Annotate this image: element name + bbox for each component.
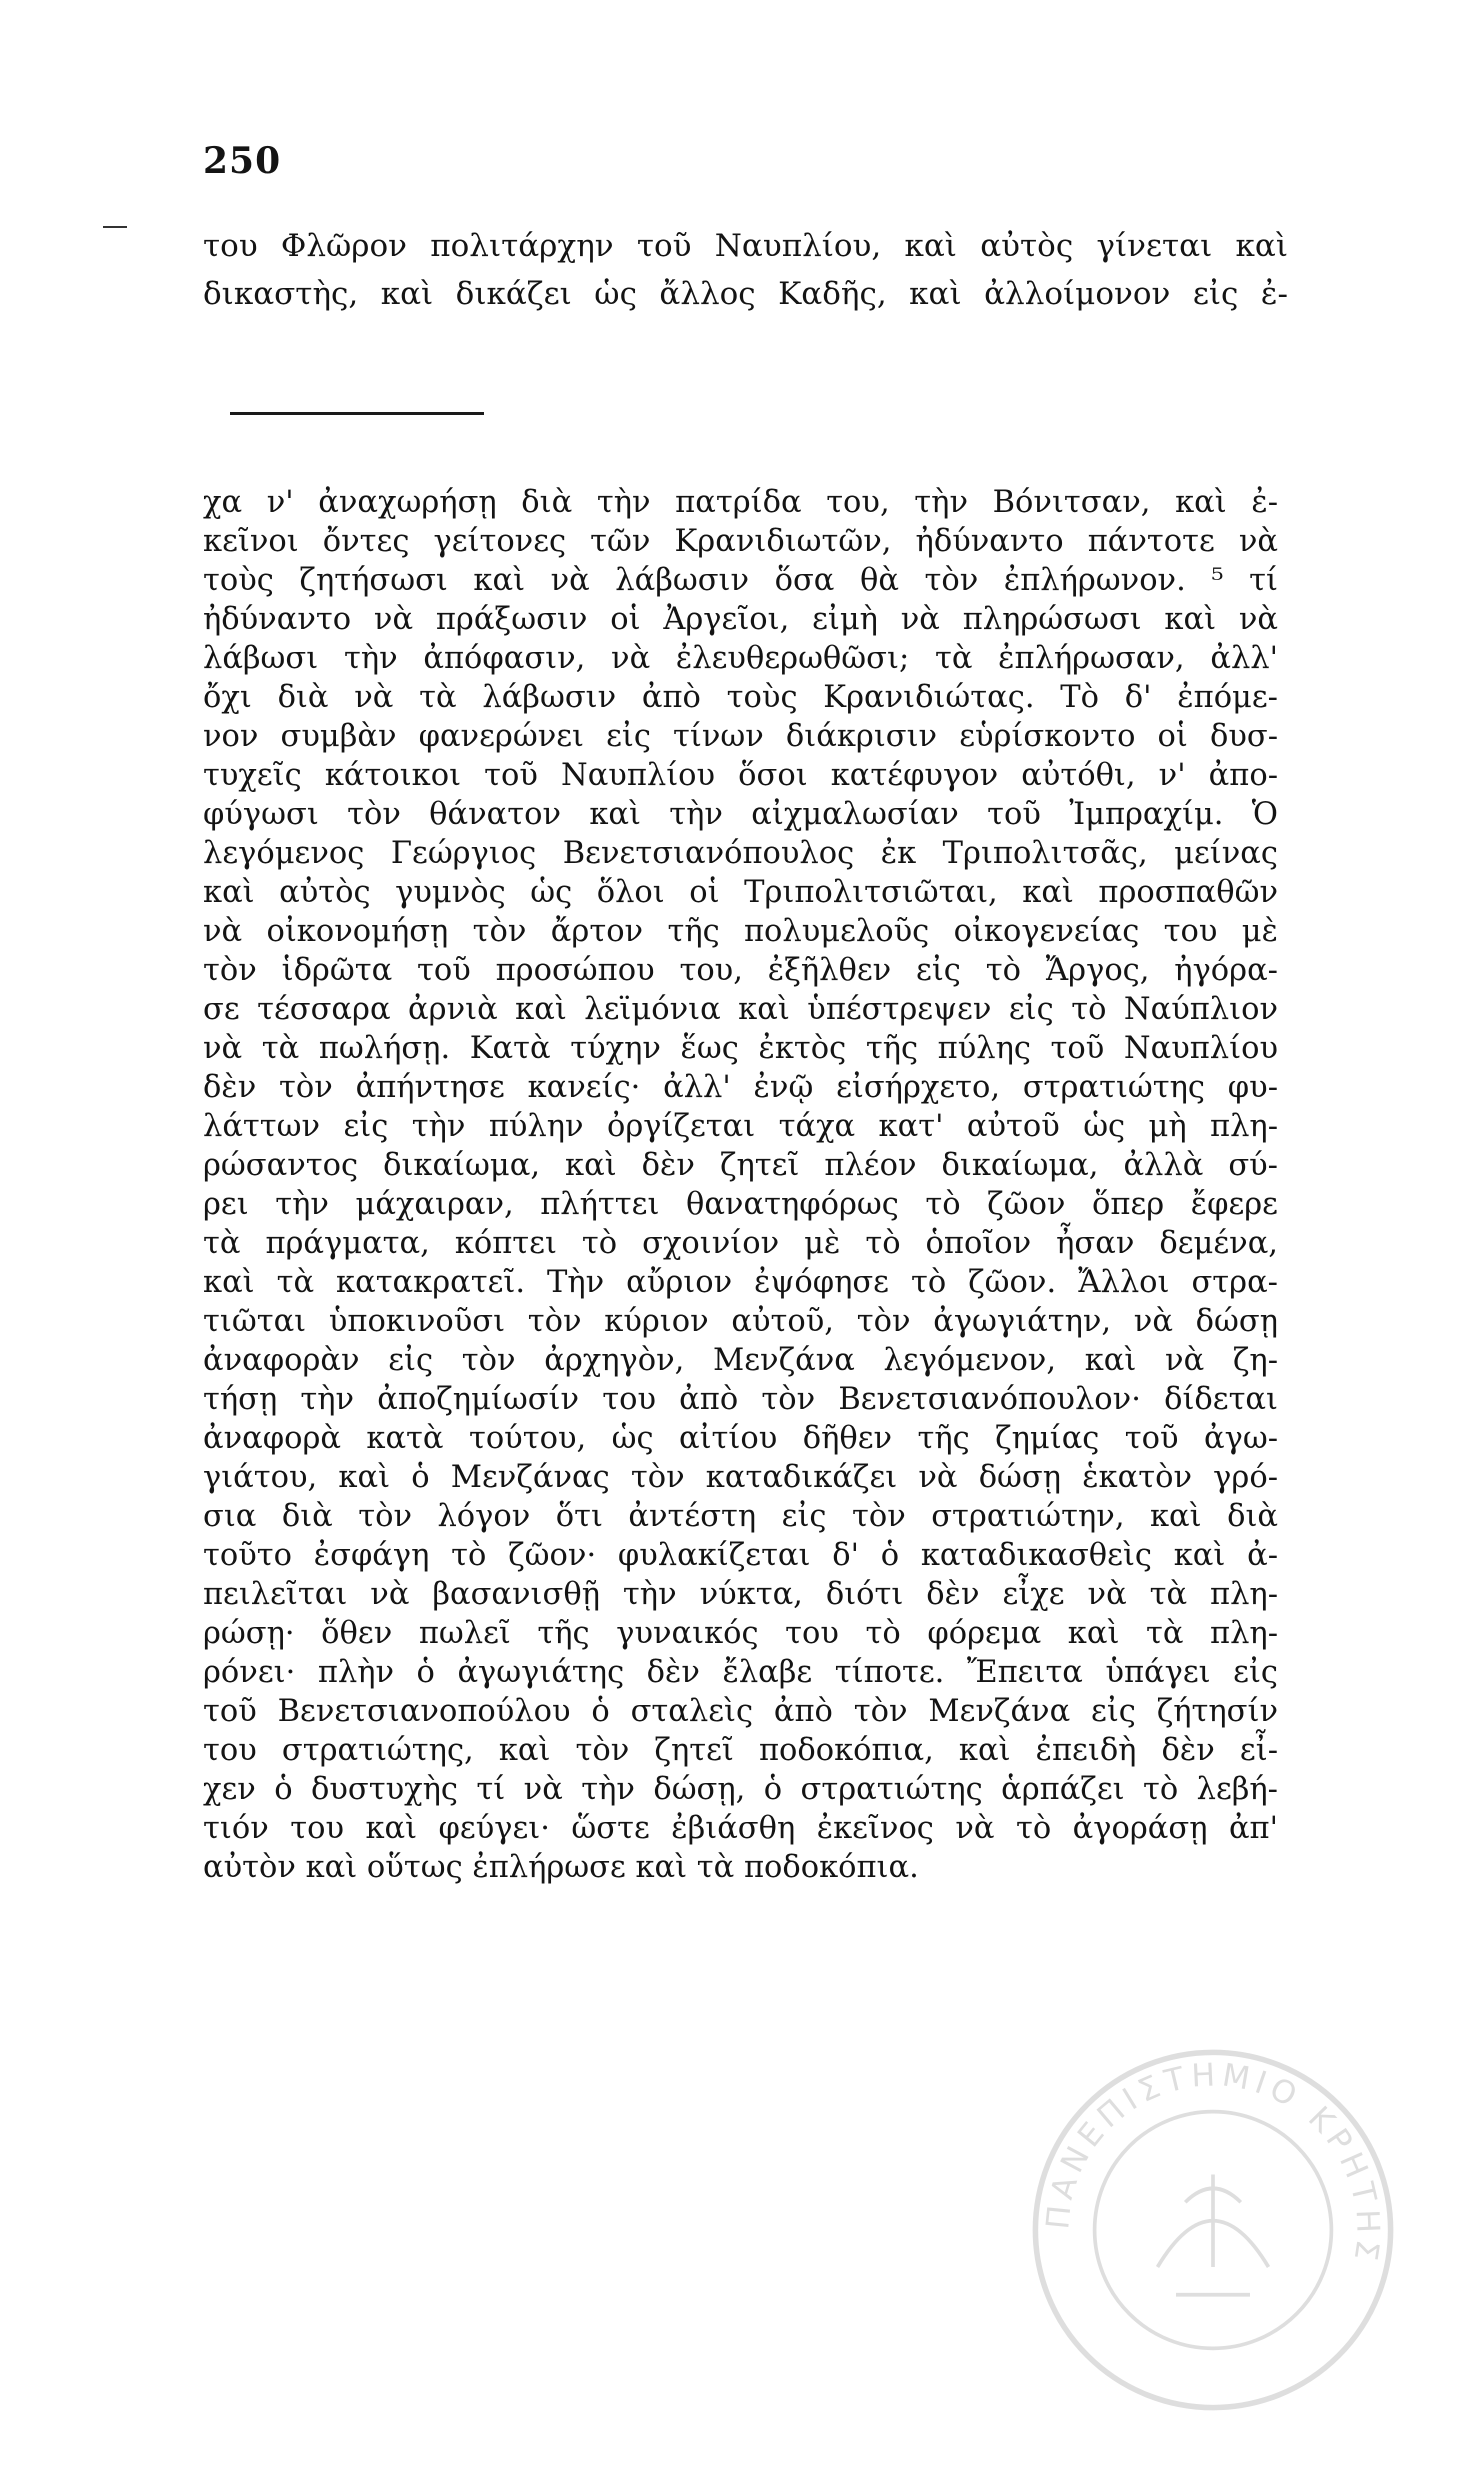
text-line: ρει τὴν μάχαιραν, πλήττει θανατηφόρως τὸ ζῶον ὅπερ ἔφερε (203, 1187, 1278, 1222)
text-line: τοὺς ζητήσωσι καὶ νὰ λάβωσιν ὅσα θὰ τὸν ἐπλήρωνον. ⁵ τί (203, 563, 1278, 598)
text-line: χεν ὁ δυστυχὴς τί νὰ τὴν δώσῃ, ὁ στρατιώτης ἁρπάζει τὸ λεβή- (203, 1772, 1278, 1807)
text-line: χα ν' ἀναχωρήσῃ διὰ τὴν πατρίδα του, τὴν Βόνιτσαν, καὶ ἐ- (203, 485, 1278, 520)
text-line: τιῶται ὑποκινοῦσι τὸν κύριον αὐτοῦ, τὸν ἀγωγιάτην, νὰ δώσῃ (203, 1304, 1278, 1339)
text-line: δικαστὴς, καὶ δικάζει ὡς ἄλλος Καδῆς, καὶ ἀλλοίμονον εἰς ἐ- (203, 276, 1288, 312)
page-number: 250 (203, 140, 282, 182)
text-line: τὰ πράγματα, κόπτει τὸ σχοινίον μὲ τὸ ὁποῖον ἦσαν δεμένα, (203, 1226, 1278, 1261)
text-line: καὶ τὰ κατακρατεῖ. Τὴν αὔριον ἐψόφησε τὸ ζῶον. Ἄλλοι στρα- (203, 1265, 1278, 1300)
text-line: ρώσῃ· ὅθεν πωλεῖ τῆς γυναικός του τὸ φόρεμα καὶ τὰ πλη- (203, 1616, 1278, 1651)
text-line: νὰ τὰ πωλήσῃ. Κατὰ τύχην ἕως ἐκτὸς τῆς πύλης τοῦ Ναυπλίου (203, 1031, 1278, 1066)
text-line: νον συμβὰν φανερώνει εἰς τίνων διάκρισιν εὑρίσκοντο οἱ δυσ- (203, 719, 1278, 754)
svg-text:ΠΑΝΕΠΙΣΤΗΜΙΟ ΚΡΗΤΗΣ: ΠΑΝΕΠΙΣΤΗΜΙΟ ΚΡΗΤΗΣ (1040, 2057, 1386, 2269)
text-line: δὲν τὸν ἀπήντησε κανείς· ἀλλ' ἐνῷ εἰσήρχετο, στρατιώτης φυ- (203, 1070, 1278, 1105)
text-line: ἠδύναντο νὰ πράξωσιν οἱ Ἀργεῖοι, εἰμὴ νὰ πληρώσωσι καὶ νὰ (203, 602, 1278, 637)
text-line: λεγόμενος Γεώργιος Βενετσιανόπουλος ἐκ Τριπολιτσᾶς, μείνας (203, 836, 1278, 871)
university-stamp-logo (1028, 2045, 1398, 2415)
text-line: αὐτὸν καὶ οὕτως ἐπλήρωσε καὶ τὰ ποδοκόπια. (203, 1850, 919, 1885)
main-paragraph (203, 483, 1278, 1887)
text-line: ἀναφορὰν εἰς τὸν ἀρχηγὸν, Μενζάνα λεγόμενον, καὶ νὰ ζη- (203, 1343, 1278, 1378)
text-line: νὰ οἰκονομήσῃ τὸν ἄρτον τῆς πολυμελοῦς οἰκογενείας του μὲ (203, 914, 1278, 949)
text-line: ρώσαντος δικαίωμα, καὶ δὲν ζητεῖ πλέον δικαίωμα, ἀλλὰ σύ- (203, 1148, 1278, 1183)
footnote-rule (230, 412, 484, 415)
margin-mark (103, 226, 127, 228)
text-line: του Φλῶρον πολιτάρχην τοῦ Ναυπλίου, καὶ αὐτὸς γίνεται καὶ (203, 228, 1288, 264)
text-line: τοῦ Βενετσιανοπούλου ὁ σταλεὶς ἀπὸ τὸν Μενζάνα εἰς ζήτησίν (203, 1694, 1278, 1729)
text-line: του στρατιώτης, καὶ τὸν ζητεῖ ποδοκόπια, καὶ ἐπειδὴ δὲν εἶ- (203, 1733, 1278, 1768)
text-line: τιόν του καὶ φεύγει· ὥστε ἐβιάσθη ἐκεῖνος νὰ τὸ ἀγοράσῃ ἀπ' (203, 1811, 1278, 1846)
text-line: λάττων εἰς τὴν πύλην ὀργίζεται τάχα κατ' αὐτοῦ ὡς μὴ πλη- (203, 1109, 1278, 1144)
text-line: κεῖνοι ὄντες γείτονες τῶν Κρανιδιωτῶν, ἠδύναντο πάντοτε νὰ (203, 524, 1278, 559)
top-paragraph (203, 222, 1288, 318)
text-line: γιάτου, καὶ ὁ Μενζάνας τὸν καταδικάζει νὰ δώσῃ ἑκατὸν γρό- (203, 1460, 1278, 1495)
text-line: καὶ αὐτὸς γυμνὸς ὡς ὅλοι οἱ Τριπολιτσιῶται, καὶ προσπαθῶν (203, 875, 1278, 910)
text-line: ἀναφορὰ κατὰ τούτου, ὡς αἰτίου δῆθεν τῆς ζημίας τοῦ ἀγω- (203, 1421, 1278, 1456)
text-line: τυχεῖς κάτοικοι τοῦ Ναυπλίου ὅσοι κατέφυγον αὐτόθι, ν' ἀπο- (203, 758, 1278, 793)
text-line: πειλεῖται νὰ βασανισθῇ τὴν νύκτα, διότι δὲν εἶχε νὰ τὰ πλη- (203, 1577, 1278, 1612)
text-line: ὄχι διὰ νὰ τὰ λάβωσιν ἀπὸ τοὺς Κρανιδιώτας. Τὸ δ' ἐπόμε- (203, 680, 1278, 715)
text-line: λάβωσι τὴν ἀπόφασιν, νὰ ἐλευθερωθῶσι; τὰ ἐπλήρωσαν, ἀλλ' (203, 641, 1278, 676)
text-line: τήσῃ τὴν ἀποζημίωσίν του ἀπὸ τὸν Βενετσιανόπουλον· δίδεται (203, 1382, 1278, 1417)
text-line: ρόνει· πλὴν ὁ ἀγωγιάτης δὲν ἔλαβε τίποτε. Ἔπειτα ὑπάγει εἰς (203, 1655, 1278, 1690)
text-line: τὸν ἱδρῶτα τοῦ προσώπου του, ἐξῆλθεν εἰς τὸ Ἄργος, ἠγόρα- (203, 953, 1278, 988)
text-line: τοῦτο ἐσφάγη τὸ ζῶον· φυλακίζεται δ' ὁ καταδικασθεὶς καὶ ἀ- (203, 1538, 1278, 1573)
text-line: σε τέσσαρα ἀρνιὰ καὶ λεϊμόνια καὶ ὑπέστρεψεν εἰς τὸ Ναύπλιον (203, 992, 1278, 1027)
text-line: φύγωσι τὸν θάνατον καὶ τὴν αἰχμαλωσίαν τοῦ Ἰμπραχίμ. Ὁ (203, 797, 1278, 832)
text-line: σια διὰ τὸν λόγον ὅτι ἀντέστη εἰς τὸν στρατιώτην, καὶ διὰ (203, 1499, 1278, 1534)
